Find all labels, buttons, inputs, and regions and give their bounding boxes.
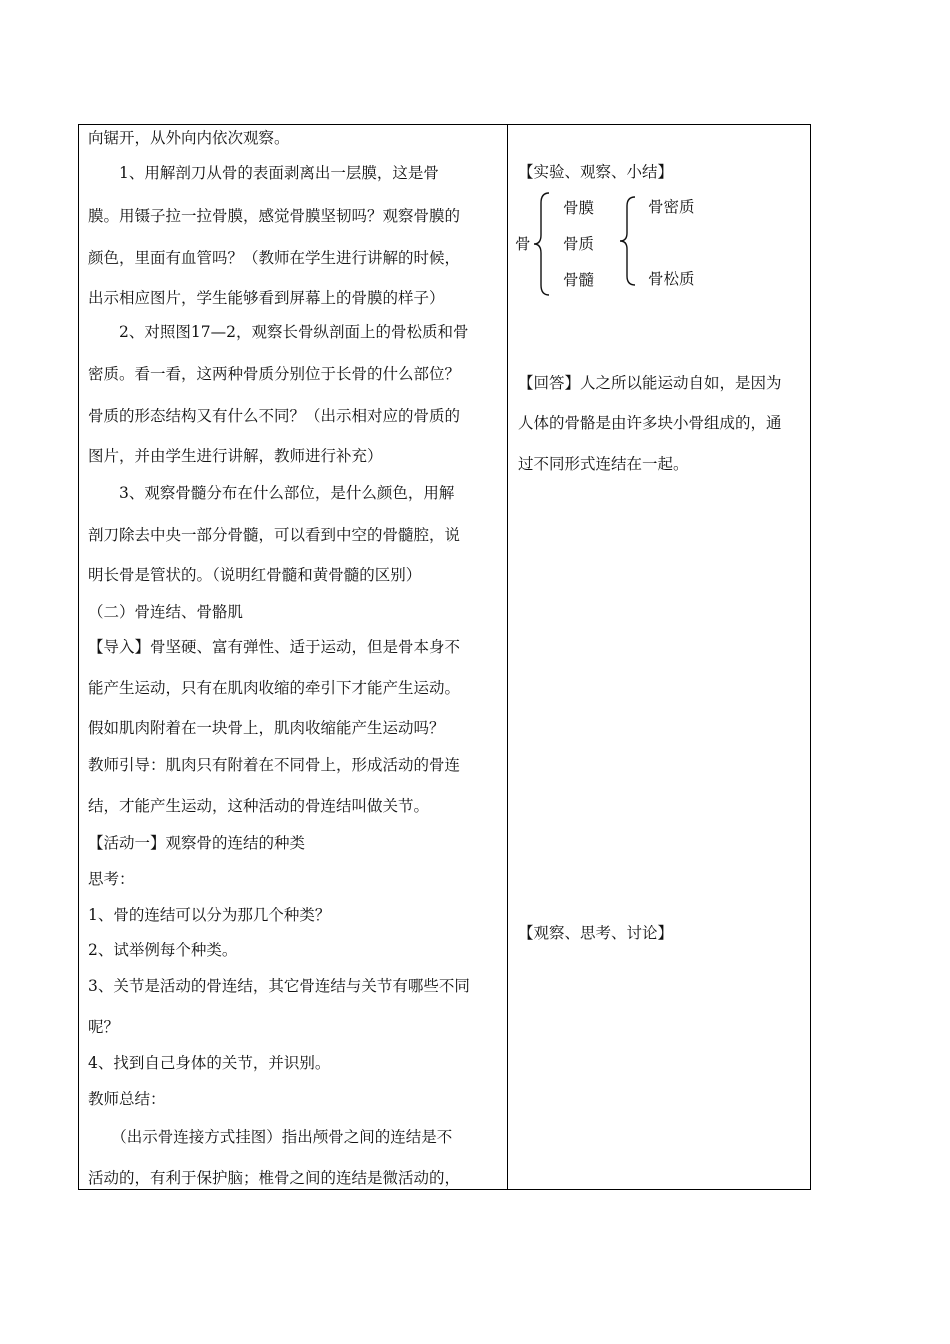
section-heading-discussion: 【观察、思考、讨论】 [518, 924, 674, 942]
left-line: 3、观察骨髓分布在什么部位，是什么颜色，用解 [88, 484, 455, 502]
left-line: （出示骨连接方式挂图）指出颅骨之间的连结是不 [88, 1128, 453, 1146]
left-line: 1、骨的连结可以分为那几个种类？ [88, 906, 331, 924]
left-line: 活动的，有利于保护脑；椎骨之间的连结是微活动的， [88, 1169, 461, 1187]
left-line: 【活动一】观察骨的连结的种类 [88, 834, 306, 852]
left-line: 结，才能产生运动，这种活动的骨连结叫做关节。 [88, 797, 430, 815]
left-line: 2、对照图17—2，观察长骨纵剖面上的骨松质和骨 [88, 323, 469, 341]
diagram-sub-compact-bone: 骨密质 [648, 198, 695, 216]
left-line: 3、关节是活动的骨连结，其它骨连结与关节有哪些不同 [88, 977, 470, 995]
diagram-sub-spongy-bone: 骨松质 [648, 270, 695, 288]
section-heading-experiment: 【实验、观察、小结】 [518, 163, 674, 181]
bone-structure-diagram [508, 187, 808, 307]
left-line: 【导入】骨坚硬、富有弹性、适于运动，但是骨本身不 [88, 638, 461, 656]
left-line: （二）骨连结、骨骼肌 [88, 603, 244, 621]
left-line: 呢？ [88, 1018, 120, 1036]
answer-line: 人体的骨骼是由许多块小骨组成的，通 [518, 414, 782, 432]
left-line: 出示相应图片，学生能够看到屏幕上的骨膜的样子） [88, 289, 445, 307]
left-line: 假如肌肉附着在一块骨上，肌肉收缩能产生运动吗？ [88, 719, 445, 737]
left-line: 向锯开，从外向内依次观察。 [88, 129, 290, 147]
left-line: 4、找到自己身体的关节，并识别。 [88, 1054, 331, 1072]
diagram-part-bone-substance: 骨质 [563, 235, 595, 253]
diagram-part-periosteum: 骨膜 [563, 199, 595, 217]
left-line: 骨质的形态结构又有什么不同？（出示相对应的骨质的 [88, 407, 461, 425]
left-line: 教师引导：肌肉只有附着在不同骨上，形成活动的骨连 [88, 756, 461, 774]
left-brace-icon [533, 189, 551, 299]
left-line: 教师总结： [88, 1090, 166, 1108]
left-line: 思考： [88, 870, 135, 888]
left-line: 能产生运动，只有在肌肉收缩的牵引下才能产生运动。 [88, 679, 461, 697]
left-line: 剖刀除去中央一部分骨髓，可以看到中空的骨髓腔，说 [88, 526, 461, 544]
answer-line: 【回答】人之所以能运动自如，是因为 [518, 374, 782, 392]
right-brace-icon [619, 193, 637, 289]
left-line: 明长骨是管状的。（说明红骨髓和黄骨髓的区别） [88, 566, 422, 584]
right-column [508, 125, 812, 1189]
left-line: 1、用解剖刀从骨的表面剥离出一层膜，这是骨 [88, 164, 439, 182]
diagram-part-marrow: 骨髓 [563, 271, 595, 289]
left-line: 颜色，里面有血管吗？（教师在学生进行讲解的时候， [88, 249, 461, 267]
left-line: 膜。用镊子拉一拉骨膜，感觉骨膜坚韧吗？观察骨膜的 [88, 207, 461, 225]
left-line: 图片，并由学生进行讲解，教师进行补充） [88, 447, 383, 465]
answer-line: 过不同形式连结在一起。 [518, 455, 689, 473]
left-line: 2、试举例每个种类。 [88, 941, 238, 959]
left-line: 密质。看一看，这两种骨质分别位于长骨的什么部位？ [88, 365, 461, 383]
diagram-root-bone: 骨 [515, 235, 531, 253]
lesson-table [78, 124, 811, 1190]
